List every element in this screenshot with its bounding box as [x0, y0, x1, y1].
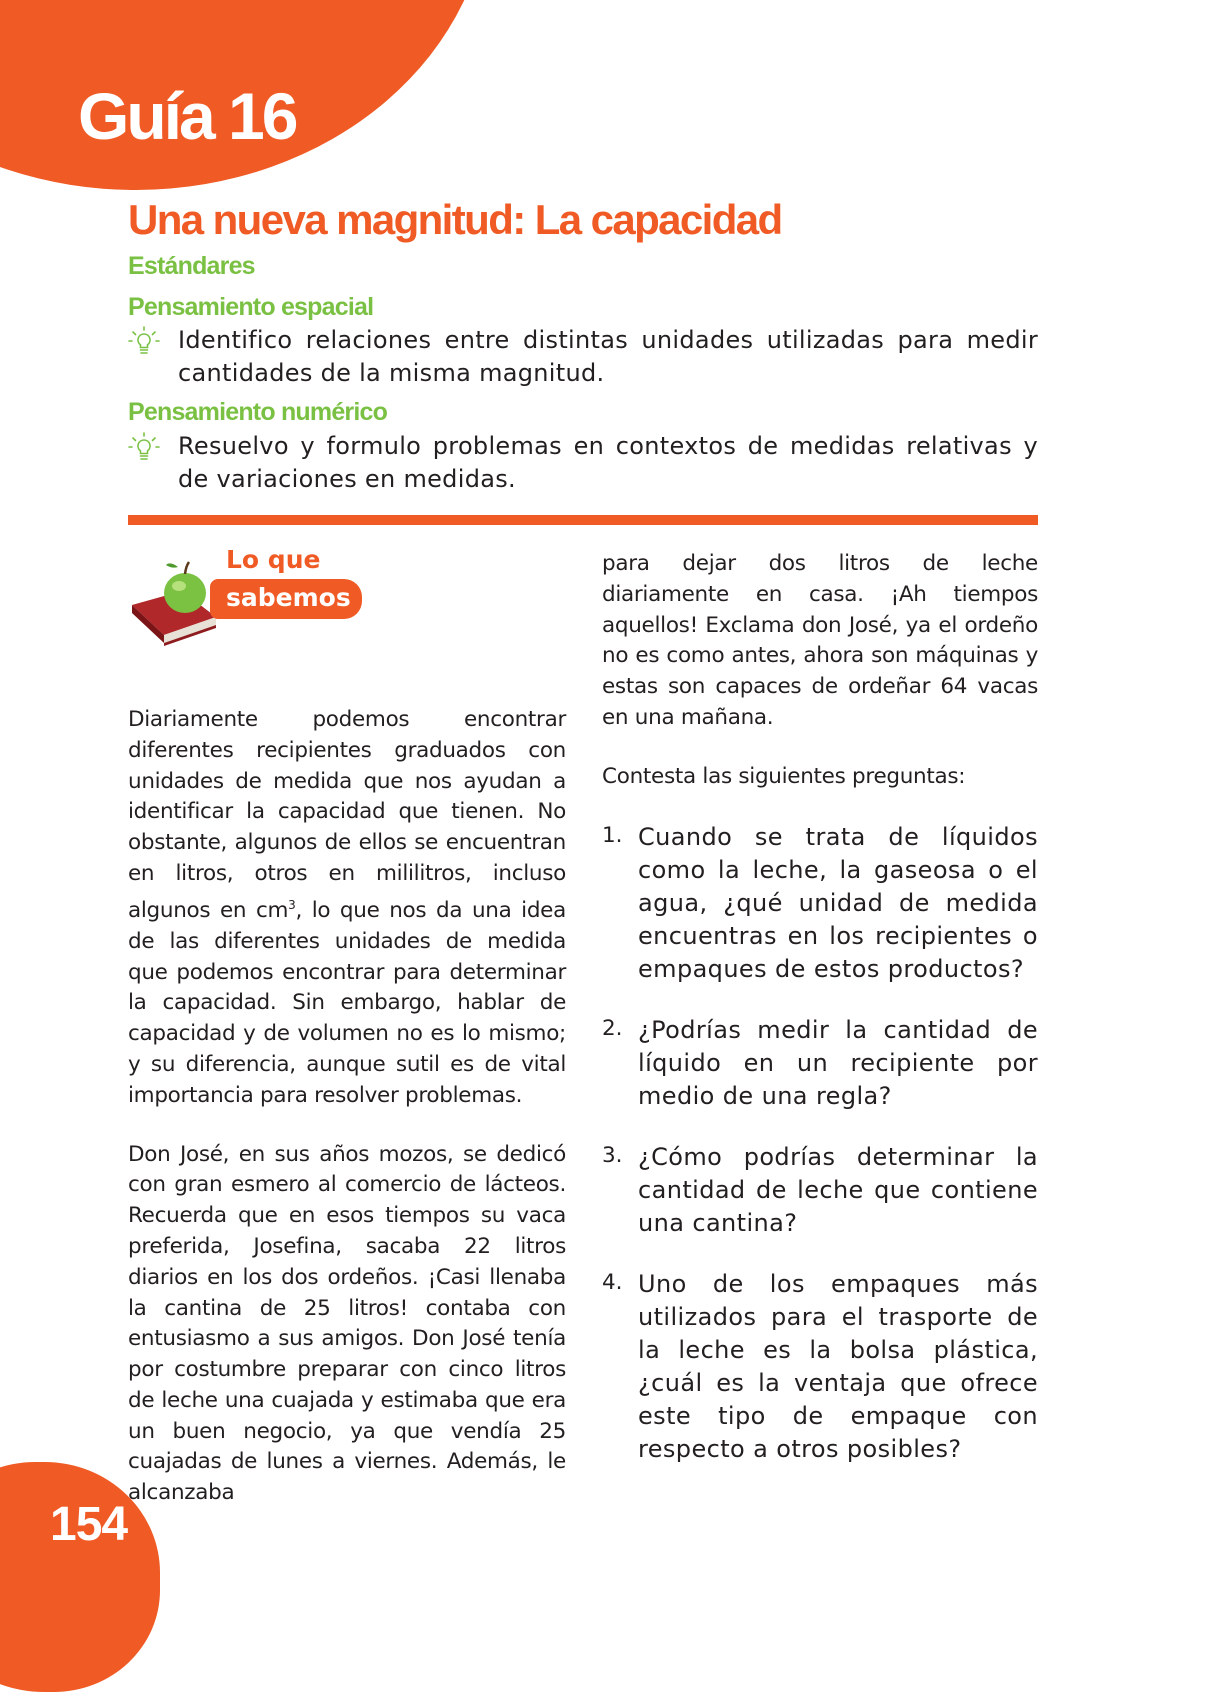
- lightbulb-icon: [128, 432, 160, 464]
- standard-group-heading: Pensamiento numérico: [128, 398, 388, 426]
- superscript: 3: [288, 897, 296, 912]
- body-paragraph: para dejar dos litros de leche diariamente en casa. ¡Ah tiempos aquellos! Exclama don José, ya el ordeño no es como antes, ahora son máquinas y estas son capaces de ordeñar 64 vacas en una mañana.: [602, 551, 1038, 730]
- lightbulb-icon: [128, 326, 160, 358]
- question-number: 2.: [602, 1015, 623, 1041]
- question-number: 3.: [602, 1142, 623, 1168]
- question-item: [602, 1141, 1038, 1240]
- standards-heading: Estándares: [128, 252, 255, 280]
- questions-prompt: Contesta las siguientes preguntas:: [602, 763, 966, 789]
- question-number: 4.: [602, 1269, 623, 1295]
- body-paragraph: Diariamente podemos encontrar diferentes recipientes graduados con unidades de medida que nos ayudan a identificar la capacidad que tienen. No obstante, algunos de ellos se encuentran en litros, otros en mililitros, incluso algunos en $cm^3$, lo que nos da una idea de las diferentes unidades de medida que podemos encontrar para determinar la capacidad. Sin embargo, hablar de capacidad y de volumen no es lo mismo; y su diferencia, aunque sutil es de vital importancia para resolver problemas.: [128, 707, 566, 1108]
- question-item: [602, 1014, 1038, 1113]
- question-text: Uno de los empaques más utilizados para el trasporte de la leche es la bolsa plástica, ¿cuál es la ventaja que ofrece este tipo de empaque con respecto a otros posibles?: [638, 1269, 1038, 1463]
- standard-item: [128, 430, 1038, 496]
- body-paragraph: Don José, en sus años mozos, se dedicó con gran esmero al comercio de lácteos. Recuerda que en esos tiempos su vaca preferida, Josefina, sacaba 22 litros diarios en los dos ordeños. ¡Casi llenaba la cantina de 25 litros! contaba con entusiasmo a sus amigos. Don José tenía por costumbre preparar con cinco litros de leche una cuajada y estimaba que era un buen negocio, ya que vendía 25 cuajadas de lunes a viernes. Además, le alcanzaba: [128, 1141, 566, 1506]
- standard-item: [128, 324, 1038, 390]
- standard-text: Identifico relaciones entre distintas unidades utilizadas para medir cantidades de la misma magnitud.: [178, 326, 1038, 387]
- question-item: [602, 1268, 1038, 1466]
- page-number: 154: [50, 1498, 128, 1551]
- section-badge: [128, 543, 368, 655]
- question-text: ¿Podrías medir la cantidad de líquido en un recipiente por medio de una regla?: [638, 1015, 1038, 1110]
- question-item: [602, 821, 1038, 986]
- question-text: Cuando se trata de líquidos como la leche, la gaseosa o el agua, ¿qué unidad de medida encuentras en los recipientes o empaques de estos productos?: [638, 822, 1038, 983]
- standard-text: Resuelvo y formulo problemas en contextos de medidas relativas y de variaciones en medidas.: [178, 432, 1038, 493]
- guide-label: Guía 16: [78, 79, 296, 153]
- badge-label-bottom: sabemos: [226, 583, 351, 612]
- left-column: [128, 705, 566, 1509]
- questions-list: [602, 821, 1038, 1466]
- question-text: ¿Cómo podrías determinar la cantidad de leche que contiene una cantina?: [638, 1142, 1038, 1237]
- badge-label-top: Lo que: [226, 545, 321, 574]
- section-divider: [128, 515, 1038, 525]
- question-number: 1.: [602, 822, 623, 848]
- standard-group-heading: Pensamiento espacial: [128, 293, 374, 321]
- page-title: Una nueva magnitud: La capacidad: [128, 196, 782, 243]
- right-column: [602, 549, 1038, 1494]
